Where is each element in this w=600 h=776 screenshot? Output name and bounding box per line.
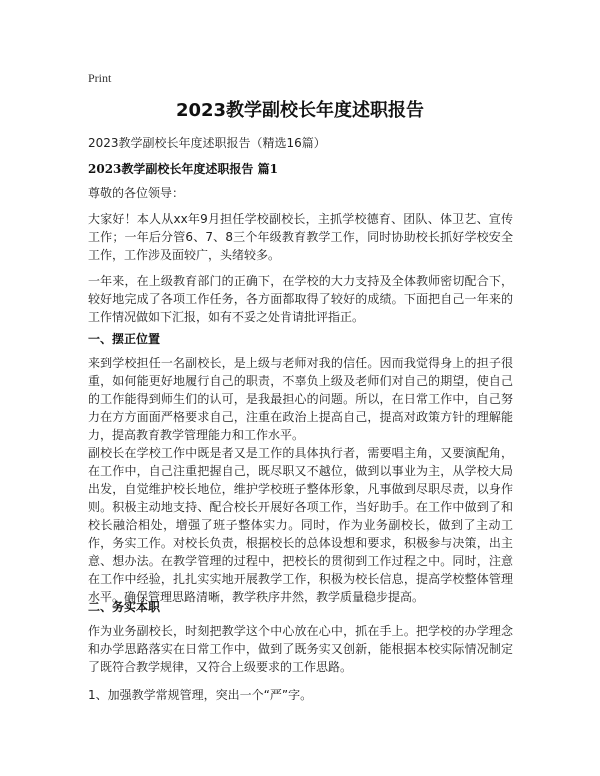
print-label[interactable]: Print: [88, 71, 112, 85]
paragraph-1: 大家好！本人从xx年9月担任学校副校长，主抓学校德育、团队、体卫艺、宣传工作；一年后分管6、7、8三个年级教育教学工作，同时协助校长抓好学校安全工作，工作涉及面较广，头绪较多。: [88, 212, 513, 262]
paragraph-5: 作为业务副校长，时刻把教学这个中心放在心中，抓在手上。把学校的办学理念和办学思路落实在日常工作中，做到了既务实又创新，能根据本校实际情况制定了既符合教学规律，又符合上级要求的工作思路。: [88, 624, 513, 674]
heading-duty: 二、务实本职: [88, 600, 161, 614]
paragraph-2: 一年来，在上级教育部门的正确下，在学校的大力支持及全体教师密切配合下，较好地完成了各项工作任务，各方面都取得了较好的成绩。下面把自己一年来的工作情况做如下汇报，如有不妥之处肯请批评指正。: [88, 274, 513, 324]
heading-position: 一、摆正位置: [88, 332, 161, 346]
paragraph-4: 副校长在学校工作中既是者又是工作的具体执行者，需要唱主角，又要演配角，在工作中，自己注重把握自己，既尽职又不越位，做到以事业为主，从学校大局出发，自觉维护校长地位，维护学校班子整体形象，凡事做到尽职尽责，以身作则。积极主动地支持、配合校长开展好各项工作，当好助手。在工作中做到了和校长融洽相处，增强了班子整体实力。同时，作为业务副校长，做到了主动工作，务实工作。对校长负责，根据校长的总体设想和要求，积极参与决策，出主意、想办法。在教学管理的过程中，把校长的贯彻到工作过程之中。同时，注意在工作中经验，扎扎实实地开展教学工作，积极为校长信息，提高学校整体管理水平。确保管理思路清晰，教学秩序井然，教学质量稳步提高。: [88, 446, 513, 604]
greeting: 尊敬的各位领导：: [88, 186, 185, 200]
paragraph-6: 1、加强教学常规管理，突出一个“严”字。: [88, 688, 313, 702]
page-title: 2023教学副校长年度述职报告: [175, 100, 425, 121]
subtitle: 2023教学副校长年度述职报告（精选16篇）: [88, 136, 326, 150]
paragraph-3: 来到学校担任一名副校长，是上级与老师对我的信任。因而我觉得身上的担子很重，如何能更好地履行自己的职责，不辜负上级及老师们对自己的期望，使自己的工作能得到师生们的认可，是我最担心的问题。所以，在日常工作中，自己努力在方方面面严格要求自己，注重在政治上提高自己，提高对政策方针的理解能力，提高教育教学管理能力和工作水平。: [88, 356, 513, 442]
section-heading: 2023教学副校长年度述职报告 篇1: [88, 162, 278, 176]
